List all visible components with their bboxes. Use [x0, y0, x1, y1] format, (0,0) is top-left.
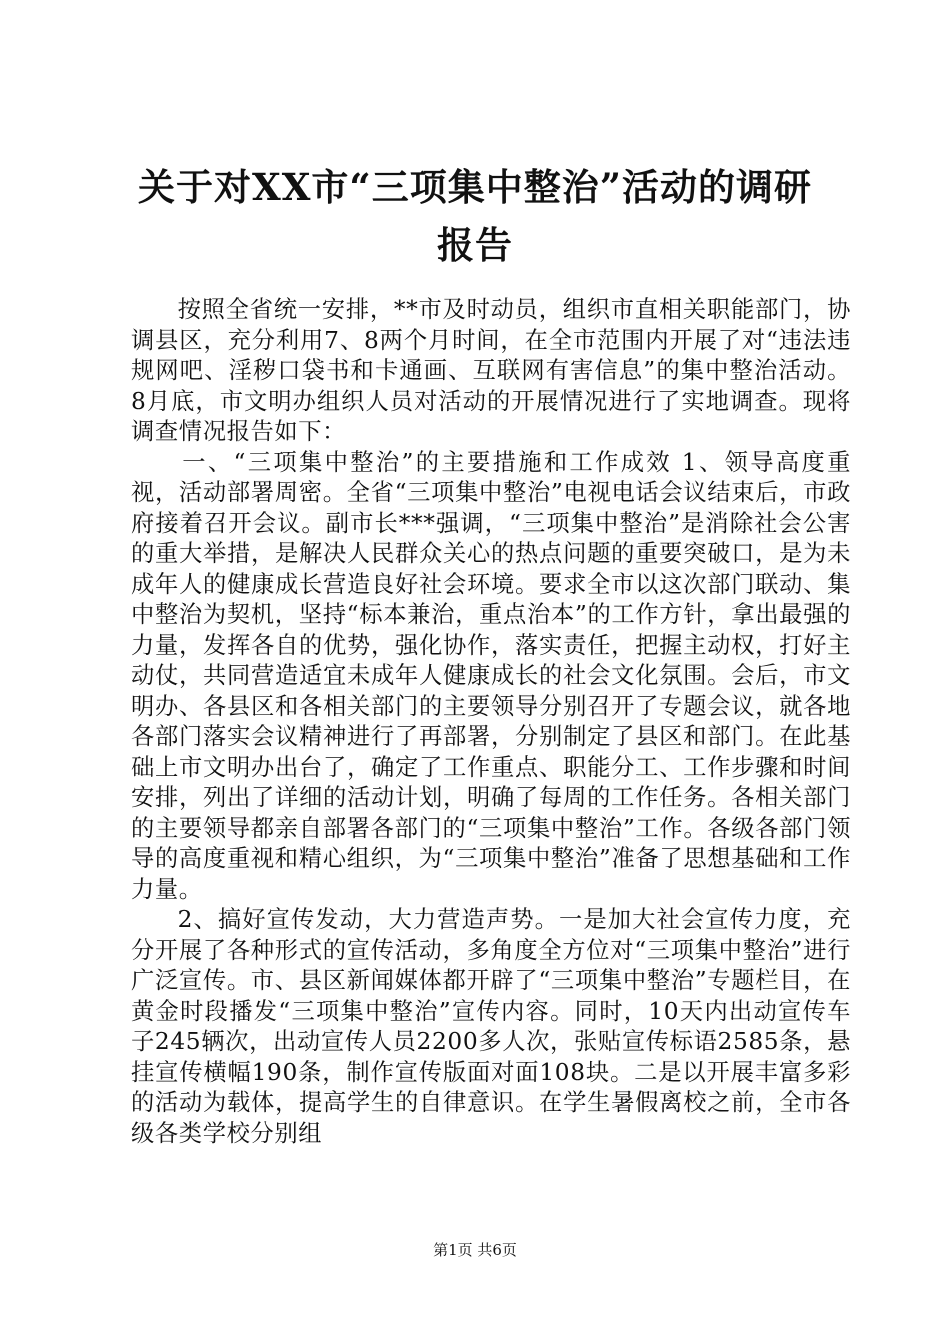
paragraph-intro: 按照全省统一安排，**市及时动员，组织市直相关职能部门，协调县区，充分利用7、8两个月时间，在全市范围内开展了对“违法违规网吧、淫秽口袋书和卡通画、互联网有害信息”的集中整治活动。8月底，市文明办组织人员对活动的开展情况进行了实地调查。现将调查情况报告如下： — [131, 296, 851, 445]
page-number-footer: 第1页 共6页 — [433, 1241, 517, 1259]
document-body — [131, 295, 851, 1149]
paragraph-section-one: 一、“三项集中整治”的主要措施和工作成效 1、领导高度重视，活动部署周密。全省“三项集中整治”电视电话会议结束后，市政府接着召开会议。副市长***强调，“三项集中整治”是消除社会公害的重大举措，是解决人民群众关心的热点问题的重要突破口，是为未成年人的健康成长营造良好社会环境。要求全市以这次部门联动、集中整治为契机，坚持“标本兼治，重点治本”的工作方针，拿出最强的力量，发挥各自的优势，强化协作，落实责任，把握主动权，打好主动仗，共同营造适宜未成年人健康成长的社会文化氛围。会后，市文明办、各县区和各相关部门的主要领导分别召开了专题会议，就各地各部门落实会议精神进行了再部署，分别制定了县区和部门。在此基础上市文明办出台了，确定了工作重点、职能分工、工作步骤和时间安排，列出了详细的活动计划，明确了每周的工作任务。各相关部门的主要领导都亲自部署各部门的“三项集中整治”工作。各级各部门领导的高度重视和精心组织，为“三项集中整治”准备了思想基础和工作力量。 — [131, 448, 851, 903]
document-title: 关于对XX市“三项集中整治”活动的调研报告 — [138, 165, 812, 267]
paragraph-publicity: 2、搞好宣传发动，大力营造声势。一是加大社会宣传力度，充分开展了各种形式的宣传活动，多角度全方位对“三项集中整治”进行广泛宣传。市、县区新闻媒体都开辟了“三项集中整治”专题栏目，在黄金时段播发“三项集中整治”宣传内容。同时，10天内出动宣传车子245辆次，出动宣传人员2200多人次，张贴宣传标语2585条，悬挂宣传横幅190条，制作宣传版面对面108块。二是以开展丰富多彩的活动为载体，提高学生的自律意识。在学生暑假离校之前，全市各级各类学校分别组 — [131, 906, 851, 1147]
